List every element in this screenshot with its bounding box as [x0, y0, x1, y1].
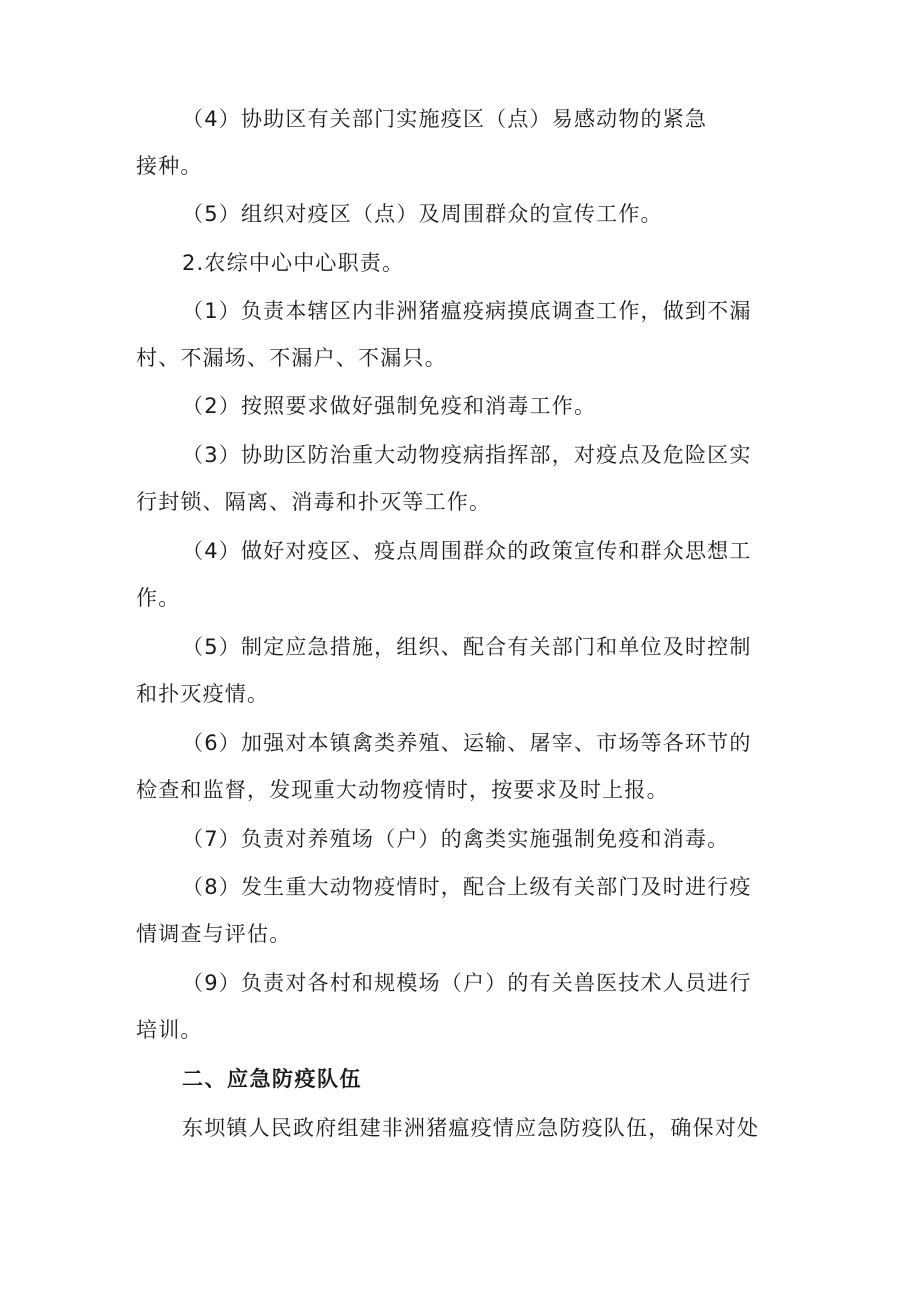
paragraph-line-1: 东坝镇人民政府组建非洲猪瘟疫情应急防疫队伍，确保对处: [182, 1116, 760, 1140]
item-5b-line-1: （5）制定应急措施，组织、配合有关部门和单位及时控制: [182, 635, 752, 659]
item-3-line-1: （3）协助区防治重大动物疫病指挥部，对疫点及危险区实: [182, 443, 752, 467]
item-4-line-2: 接种。: [136, 154, 203, 178]
item-2-line-1: （2）按照要求做好强制免疫和消毒工作。: [182, 394, 597, 418]
item-7-line-1: （7）负责对养殖场（户）的禽类实施强制免疫和消毒。: [182, 827, 730, 851]
item-4-line-1: （4）协助区有关部门实施疫区（点）易感动物的紧急: [182, 107, 708, 131]
item-4b-line-1: （4）做好对疫区、疫点周围群众的政策宣传和群众思想工: [182, 539, 752, 563]
item-1-line-1: （1）负责本辖区内非洲猪瘟疫病摸底调查工作，做到不漏: [182, 299, 752, 323]
item-9-line-1: （9）负责对各村和规模场（户）的有关兽医技术人员进行: [182, 971, 752, 995]
section-heading: 二、应急防疫队伍: [182, 1067, 362, 1091]
item-6-line-1: （6）加强对本镇禽类养殖、运输、屠宰、市场等各环节的: [182, 731, 752, 755]
item-1-line-2: 村、不漏场、不漏户、不漏只。: [136, 346, 447, 370]
item-3-line-2: 行封锁、隔离、消毒和扑灭等工作。: [136, 490, 492, 514]
item-9-line-2: 培训。: [136, 1018, 203, 1042]
item-6-line-2: 检查和监督，发现重大动物疫情时，按要求及时上报。: [136, 778, 669, 802]
item-8-line-1: （8）发生重大动物疫情时，配合上级有关部门及时进行疫: [182, 875, 752, 899]
section-2-title: 2.农综中心中心职责。: [182, 251, 405, 275]
item-8-line-2: 情调查与评估。: [136, 922, 292, 946]
item-4b-line-2: 作。: [136, 586, 181, 610]
item-5b-line-2: 和扑灭疫情。: [136, 682, 270, 706]
item-5-line-1: （5）组织对疫区（点）及周围群众的宣传工作。: [182, 202, 663, 226]
